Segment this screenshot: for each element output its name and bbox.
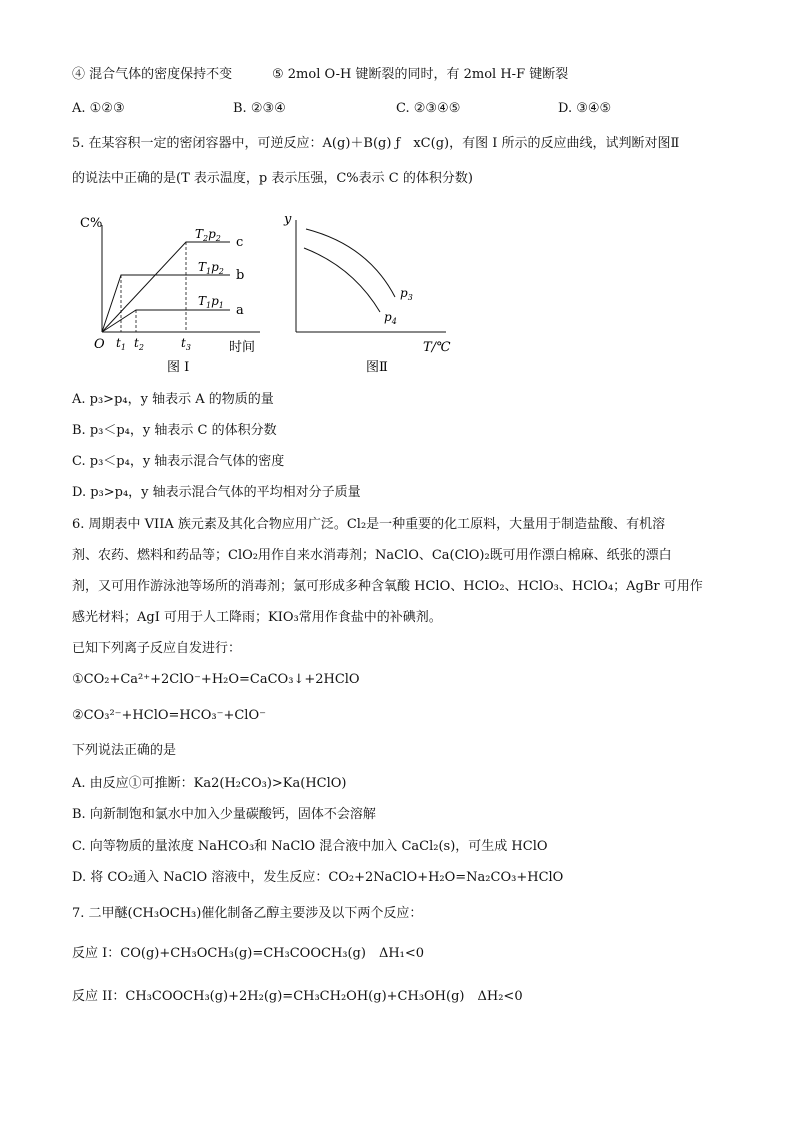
figure-2 <box>278 205 458 384</box>
fig2-xlabel: T/℃ <box>423 340 451 355</box>
q5-option-d: D. p₃>p₄，y 轴表示混合气体的平均相对分子质量 <box>72 485 361 500</box>
fig1-t2-label: $t_2$ <box>134 336 144 352</box>
q6-paragraph-line-3: 剂，又可用作游泳池等场所的消毒剂；氯可形成多种含氧酸 HClO、HClO₂、HClO₃、HClO₄；AgBr 可用作 <box>72 579 703 594</box>
q4-condition-5: ⑤ 2mol O-H 键断裂的同时，有 2mol H-F 键断裂 <box>272 67 569 82</box>
q6-reaction-1: ①CO₂+Ca²⁺+2ClO⁻+H₂O=CaCO₃↓+2HClO <box>72 672 360 687</box>
fig1-caption: 图 I <box>167 360 190 375</box>
fig1-origin: O <box>94 337 105 352</box>
q5-stem-line-1: 5. 在某容积一定的密闭容器中，可逆反应：A(g)＋B(g) ƒ xC(g)，有图 I 所示的反应曲线，试判断对图Ⅱ <box>72 136 680 151</box>
q6-known-reactions: 已知下列离子反应自发进行： <box>72 641 242 656</box>
q5-option-a: A. p₃>p₄，y 轴表示 A 的物质的量 <box>72 392 274 407</box>
figure-1 <box>72 205 272 384</box>
q6-option-b: B. 向新制饱和氯水中加入少量碳酸钙，固体不会溶解 <box>72 807 376 822</box>
q5-option-c: C. p₃＜p₄，y 轴表示混合气体的密度 <box>72 454 285 469</box>
fig1-curve-c-letter: c <box>236 235 244 250</box>
fig1-label-c: $T_2p_2$ <box>195 227 221 243</box>
q6-question: 下列说法正确的是 <box>72 743 177 758</box>
fig1-xlabel: 时间 <box>229 340 256 355</box>
q4-option-a: A. ①②③ <box>72 101 125 116</box>
fig1-label-a: $T_1p_1$ <box>198 294 224 310</box>
q4-option-c: C. ②③④⑤ <box>396 101 461 116</box>
q4-option-b: B. ②③④ <box>233 101 286 116</box>
q6-option-d: D. 将 CO₂通入 NaClO 溶液中，发生反应：CO₂+2NaClO+H₂O=Na₂CO₃+HClO <box>72 870 564 885</box>
fig1-curve-b-letter: b <box>236 268 245 283</box>
q6-option-a: A. 由反应①可推断：Ka2(H₂CO₃)>Ka(HClO) <box>72 776 347 791</box>
fig2-curve-p3 <box>306 229 395 297</box>
q6-paragraph-line-2: 剂、农药、燃料和药品等；ClO₂用作自来水消毒剂；NaClO、Ca(ClO)₂既可用作漂白棉麻、纸张的漂白 <box>72 548 672 563</box>
fig1-t1-label: $t_1$ <box>116 336 126 352</box>
q4-condition-4: ④ 混合气体的密度保持不变 <box>72 67 233 82</box>
fig2-label-p3: $p_3$ <box>400 286 413 302</box>
fig1-ylabel: C% <box>80 216 103 231</box>
fig2-curve-p4 <box>304 248 380 312</box>
q6-option-c: C. 向等物质的量浓度 NaHCO₃和 NaClO 混合液中加入 CaCl₂(s)，可生成 HClO <box>72 839 548 854</box>
fig1-t3-label: $t_3$ <box>181 336 191 352</box>
fig1-label-b: $T_1p_2$ <box>198 260 224 276</box>
q7-reaction-2: 反应 II：CH₃COOCH₃(g)+2H₂(g)=CH₃CH₂OH(g)+CH₃OH(g) ΔH₂<0 <box>72 989 523 1004</box>
fig2-caption: 图Ⅱ <box>366 360 388 375</box>
fig1-curve-a-letter: a <box>236 303 244 318</box>
q7-reaction-1: 反应 I：CO(g)+CH₃OCH₃(g)=CH₃COOCH₃(g) ΔH₁<0 <box>72 946 425 961</box>
q6-reaction-2: ②CO₃²⁻+HClO=HCO₃⁻+ClO⁻ <box>72 708 266 723</box>
fig2-ylabel: y <box>284 212 292 227</box>
q4-option-d: D. ③④⑤ <box>558 101 612 116</box>
q7-stem: 7. 二甲醚(CH₃OCH₃)催化制备乙醇主要涉及以下两个反应： <box>72 906 423 921</box>
q5-stem-line-2: 的说法中正确的是(T 表示温度，p 表示压强，C%表示 C 的体积分数) <box>72 171 473 186</box>
q6-paragraph-line-4: 感光材料；AgI 可用于人工降雨；KIO₃常用作食盐中的补碘剂。 <box>72 610 442 625</box>
q6-paragraph-line-1: 6. 周期表中 VIIA 族元素及其化合物应用广泛。Cl₂是一种重要的化工原料，大量用于制造盐酸、有机溶 <box>72 517 666 532</box>
q5-option-b: B. p₃＜p₄，y 轴表示 C 的体积分数 <box>72 423 277 438</box>
fig2-label-p4: $p_4$ <box>384 310 397 326</box>
